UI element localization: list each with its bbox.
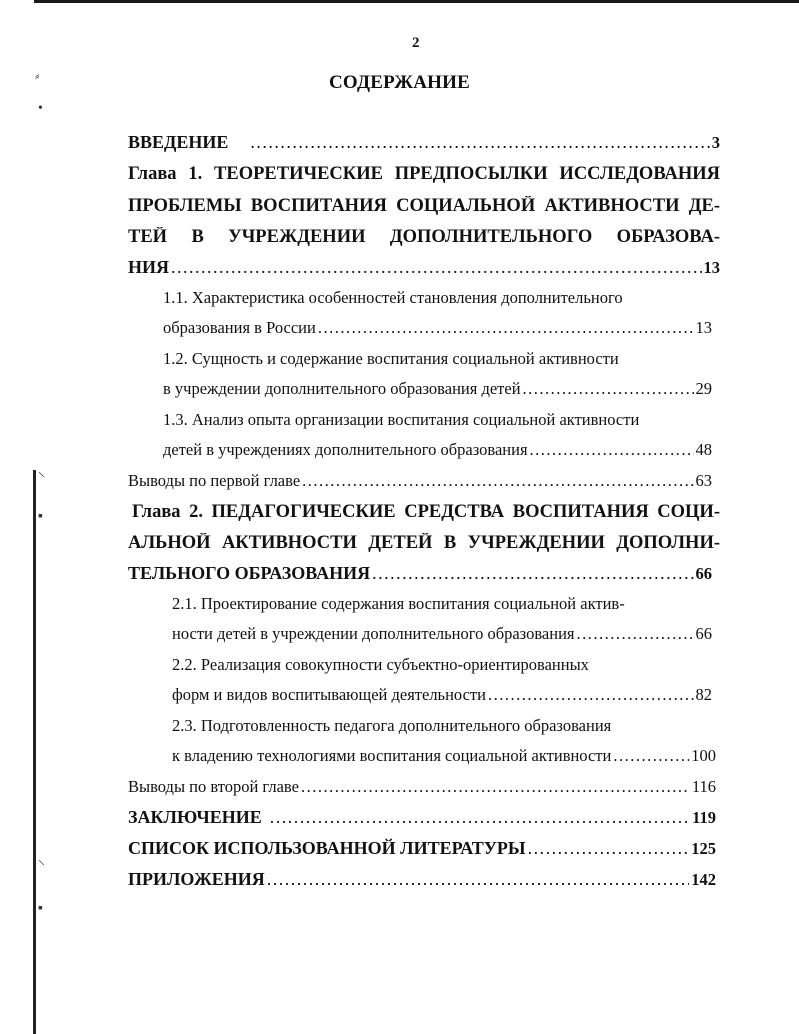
toc-entry-page: 29 xyxy=(695,379,712,398)
toc-entry-page: 48 xyxy=(695,440,712,459)
toc-entry-page: 13 xyxy=(703,258,720,277)
toc-entry-page: 119 xyxy=(692,808,716,827)
section-1-1-title[interactable]: 1.1. Характеристика особенностей становления дополнительного xyxy=(163,288,623,307)
toc-entry-page: 66 xyxy=(695,624,712,643)
leader-dots xyxy=(270,807,690,828)
chapter-2-heading-line[interactable]: Глава 2. ПЕДАГОГИЧЕСКИЕ СРЕДСТВА ВОСПИТАНИЯ СОЦИ- xyxy=(132,502,720,522)
toc-entry-appendices[interactable] xyxy=(128,869,716,895)
toc-entry-page: 66 xyxy=(695,564,712,583)
leader-dots xyxy=(523,379,694,399)
leader-dots xyxy=(577,624,694,644)
toc-entry-section-1-3[interactable] xyxy=(163,440,712,466)
toc-entry-chapter-1[interactable] xyxy=(128,257,720,283)
toc-entry-section-2-1[interactable] xyxy=(172,624,712,650)
toc-entry-label: Выводы по второй главе xyxy=(128,777,299,796)
leader-dots xyxy=(488,685,694,705)
toc-entry-page: 82 xyxy=(695,685,712,704)
chapter-2-heading-line[interactable]: АЛЬНОЙ АКТИВНОСТИ ДЕТЕЙ В УЧРЕЖДЕНИИ ДОПОЛНИ- xyxy=(128,533,720,553)
toc-entry-section-2-3[interactable] xyxy=(172,746,716,772)
toc-entry-page: 142 xyxy=(691,870,716,889)
leader-dots xyxy=(530,440,694,460)
toc-entry-conclusion[interactable] xyxy=(128,807,716,833)
leader-dots xyxy=(250,132,709,153)
toc-entry-label: ПРИЛОЖЕНИЯ xyxy=(128,869,265,889)
toc-entry-label: Выводы по первой главе xyxy=(128,471,301,490)
page-number: 2 xyxy=(412,35,420,51)
toc-entry-references[interactable] xyxy=(128,838,716,864)
chapter-1-heading-line[interactable]: ТЕЙ В УЧРЕЖДЕНИИ ДОПОЛНИТЕЛЬНОГО ОБРАЗОВА- xyxy=(128,227,720,247)
toc-entry-label: ТЕЛЬНОГО ОБРАЗОВАНИЯ xyxy=(128,563,371,583)
chapter-1-heading-line[interactable]: ПРОБЛЕМЫ ВОСПИТАНИЯ СОЦИАЛЬНОЙ АКТИВНОСТИ ДЕ- xyxy=(128,196,720,216)
section-1-2-title[interactable]: 1.2. Сущность и содержание воспитания социальной активности xyxy=(163,349,619,368)
toc-entry-chapter-1-conclusions[interactable] xyxy=(128,471,712,497)
toc-entry-label: ности детей в учреждении дополнительного образования xyxy=(172,624,575,643)
toc-entry-chapter-2[interactable] xyxy=(128,563,712,589)
toc-entry-introduction[interactable] xyxy=(128,132,720,158)
toc-entry-chapter-2-conclusions[interactable] xyxy=(128,777,716,803)
leader-dots xyxy=(171,257,701,278)
scan-speck: • xyxy=(38,101,43,116)
toc-entry-label: детей в учреждениях дополнительного образования xyxy=(163,440,528,459)
toc-entry-page: 116 xyxy=(691,777,716,796)
toc-entry-page: 63 xyxy=(695,471,712,490)
page-title: СОДЕРЖАНИЕ xyxy=(329,72,470,93)
toc-entry-page: 13 xyxy=(695,318,712,337)
section-1-3-title[interactable]: 1.3. Анализ опыта организации воспитания социальной активности xyxy=(163,410,640,429)
toc-entry-page: 3 xyxy=(711,133,720,152)
scan-speck: ▪ xyxy=(38,901,43,916)
toc-entry-label: СПИСОК ИСПОЛЬЗОВАННОЙ ЛИТЕРАТУРЫ xyxy=(128,838,526,858)
toc-entry-label: образования в России xyxy=(163,318,316,337)
leader-dots xyxy=(318,318,694,338)
section-2-1-title[interactable]: 2.1. Проектирование содержания воспитания социальной актив- xyxy=(172,594,625,613)
scan-top-border xyxy=(34,0,799,3)
scan-speck: ⸗ xyxy=(35,69,40,84)
scan-speck: ▪ xyxy=(38,509,43,524)
toc-entry-section-1-2[interactable] xyxy=(163,379,712,405)
leader-dots xyxy=(301,777,690,797)
binding-edge-line xyxy=(33,470,36,1034)
toc-entry-page: 100 xyxy=(691,746,716,765)
toc-entry-section-1-1[interactable] xyxy=(163,318,712,344)
toc-entry-label: ВВЕДЕНИЕ xyxy=(128,132,229,152)
scan-speck: ⸜ xyxy=(38,465,45,480)
toc-entry-label: форм и видов воспитывающей деятельности xyxy=(172,685,486,704)
toc-entry-page: 125 xyxy=(691,839,716,858)
scan-left-margin xyxy=(0,0,60,1034)
toc-entry-label: к владению технологиями воспитания социальной активности xyxy=(172,746,612,765)
chapter-1-heading-line[interactable]: Глава 1. ТЕОРЕТИЧЕСКИЕ ПРЕДПОСЫЛКИ ИССЛЕДОВАНИЯ xyxy=(128,164,720,184)
leader-dots xyxy=(372,563,693,584)
toc-entry-label: в учреждении дополнительного образования детей xyxy=(163,379,521,398)
section-2-3-title[interactable]: 2.3. Подготовленность педагога дополнительного образования xyxy=(172,716,612,735)
leader-dots xyxy=(528,838,690,859)
toc-entry-section-2-2[interactable] xyxy=(172,685,712,711)
toc-entry-label: ЗАКЛЮЧЕНИЕ xyxy=(128,807,262,827)
leader-dots xyxy=(613,746,689,766)
leader-dots xyxy=(267,869,689,890)
leader-dots xyxy=(302,471,693,491)
section-2-2-title[interactable]: 2.2. Реализация совокупности субъектно-ориентированных xyxy=(172,655,589,674)
toc-entry-label: НИЯ xyxy=(128,257,170,277)
scan-speck: ⸌ xyxy=(38,859,45,874)
